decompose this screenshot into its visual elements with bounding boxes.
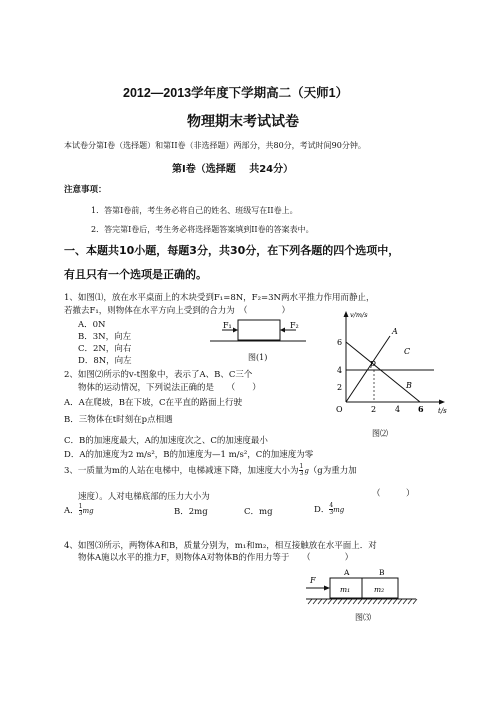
line-a [346, 336, 390, 402]
exam-title: 2012—2013学年度下学期高二（天师1） [123, 86, 349, 100]
q4-line1: 4、如图⑶所示，两物体A和B，质量分别为，m₁和m₂，相互接触放在水平面上．对 [64, 541, 377, 551]
figure-2-vt-graph [330, 306, 450, 418]
y-tick-6: 6 [337, 338, 343, 347]
q3-frac-num: 1 [299, 463, 304, 470]
q3-g: g [304, 467, 309, 475]
q2-line1: 2、如图⑵所示的v-t图象中，表示了A、B、C三个 [64, 370, 253, 380]
y-tick-2: 2 [337, 383, 343, 392]
q3-fraction [299, 464, 303, 477]
q3-text-tail: （g为重力加 [308, 466, 357, 476]
figure-1-caption: 图(1) [248, 353, 268, 362]
q3-option-a [64, 504, 94, 517]
q3-option-d-label: D． [314, 505, 330, 515]
figure-2-caption: 图⑵ [372, 429, 388, 438]
q1-option-d: D．8N，向左 [78, 356, 132, 366]
label-b: B [379, 568, 385, 577]
note-1: 1．答第I卷前，考生务必将自己的姓名、班级写在II卷上。 [91, 206, 298, 215]
x-tick-4: 4 [395, 405, 401, 414]
q3-d-den: 3 [329, 509, 334, 516]
x-axis-label: t/s [438, 407, 447, 415]
q3-option-d [314, 503, 344, 516]
q3-paren: （ ） [372, 489, 415, 499]
q3-line1 [64, 464, 357, 477]
q1-option-c: C．2N，向右 [78, 344, 132, 354]
f1-label: F₁ [223, 321, 232, 330]
line-c-label: C [404, 347, 411, 356]
q2-option-d: D．A的加速度为2 m/s²，B的加速度为—1 m/s²，C的加速度为零 [64, 450, 314, 460]
q1-line2: 若撤去F₁，则物体在水平方向上受到的合力为 （ ） [64, 306, 291, 316]
origin-label: O [336, 405, 343, 414]
exam-intro: 本试卷分第I卷（选择题）和第II卷（非选择题）两部分，共80分，考试时间90分钟。 [64, 141, 366, 150]
q3-option-d-tail: mg [333, 506, 345, 514]
q1-option-a: A．0N [78, 320, 106, 330]
q2-line2: 物体的运动情况，下列说法正确的是 （ ） [78, 383, 261, 393]
q1-option-b: B．3N，向左 [78, 332, 132, 342]
q3-a-num: 1 [78, 503, 83, 510]
line-b-label: B [406, 381, 412, 390]
q3-option-b: B．2mg [174, 507, 208, 517]
x-tick-6: 6 [418, 404, 424, 414]
line-a-label: A [392, 327, 398, 336]
q2-option-c: C．B的加速度最大，A的加速度次之、C的加速度最小 [64, 436, 268, 446]
q3-text: 3、一质量为m的人站在电梯中，电梯减速下降，加速度大小为 [64, 466, 299, 476]
part1-heading: 第I卷（选择题 共24分） [172, 164, 294, 175]
m2-label: m₂ [374, 585, 385, 594]
point-p-label: p [370, 359, 376, 369]
q3-option-c: C．mg [244, 507, 273, 517]
q3-option-a-label: A． [64, 506, 79, 516]
q3-option-a-tail: mg [82, 507, 94, 515]
y-tick-4: 4 [337, 366, 343, 375]
m1-label: m₁ [340, 585, 351, 594]
exam-subtitle: 物理期末考试试卷 [187, 114, 299, 130]
q2-option-a: A．A在爬坡，B在下坡，C在平直的路面上行驶 [64, 398, 243, 408]
q3-line2: 速度）。人对电梯底部的压力大小为 [78, 492, 210, 502]
block [238, 320, 280, 340]
notes-title: 注意事项： [64, 185, 107, 195]
x-tick-2: 2 [371, 405, 377, 414]
q4-line2: 物体A施以水平的推力F，则物体A对物体B的作用力等于 （ ） [78, 553, 354, 563]
f2-label: F₂ [290, 321, 299, 330]
ground-hatch [308, 599, 417, 604]
q3-a-den: 3 [78, 510, 83, 517]
force-label: F [310, 576, 316, 585]
note-2: 2．答完第I卷后，考生务必将选择题答案填到II卷的答案表中。 [91, 225, 314, 234]
q3-d-num: 4 [329, 502, 334, 509]
section1-line1: 一、本题共10小题，每题3分，共30分，在下列各题的四个选项中， [64, 244, 400, 257]
label-a: A [344, 568, 350, 577]
y-axis-label: v/m/s [350, 311, 368, 319]
q1-line1: 1、如图⑴，放在水平桌面上的木块受到F₁=8N，F₂=3N两水平推力作用而静止， [64, 293, 375, 303]
section1-line2: 有且只有一个选项是正确的。 [64, 268, 207, 281]
q3-frac-den: 3 [299, 470, 304, 477]
q2-option-b: B．三物体在t时刻在p点相遇 [64, 415, 173, 425]
figure-3-caption: 图⑶ [355, 613, 371, 622]
